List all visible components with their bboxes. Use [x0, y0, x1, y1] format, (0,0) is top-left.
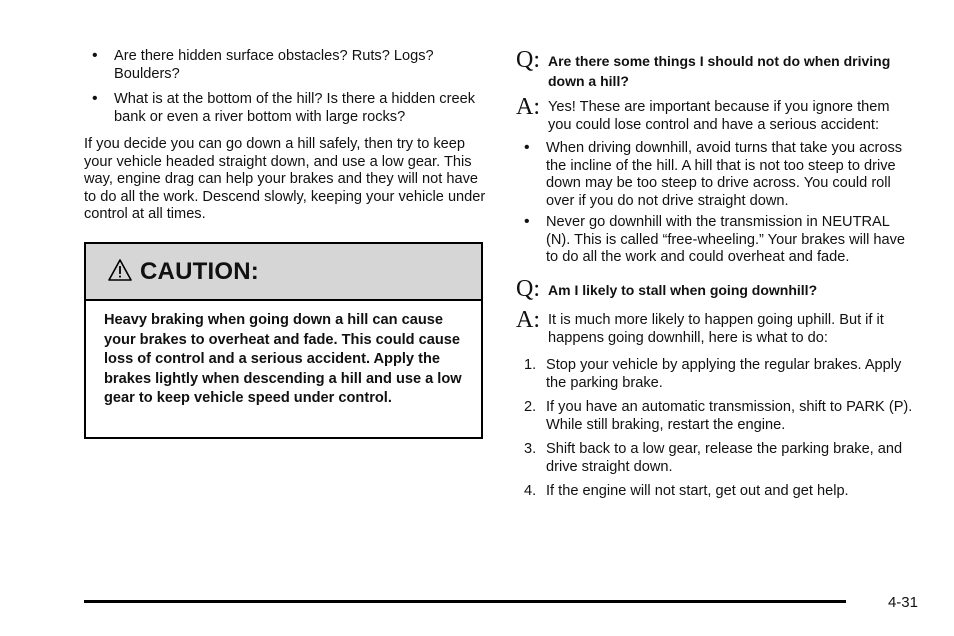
page-number: 4-31	[887, 594, 918, 611]
left-column	[84, 48, 486, 224]
bullet-list	[84, 48, 486, 126]
answer-text: Yes! These are important because if you ignore them you could lose control and have a serious accident:	[548, 99, 890, 133]
step-text: If you have an automatic transmission, shift to PARK (P). While still braking, restart the engine.	[546, 399, 913, 433]
a-mark: A:	[516, 94, 540, 120]
caution-box	[84, 242, 483, 439]
step-item	[516, 399, 916, 434]
caution-header	[86, 244, 481, 301]
question-2	[516, 275, 916, 302]
step-text: Shift back to a low gear, release the parking brake, and drive straight down.	[546, 441, 903, 475]
question-text: Am I likely to stall when going downhill?	[548, 281, 818, 298]
step-text: Stop your vehicle by applying the regular brakes. Apply the parking brake.	[546, 357, 902, 391]
step-item	[516, 357, 916, 392]
answer-text: It is much more likely to happen going uphill. But if it happens going downhill, here is what to do:	[548, 312, 884, 346]
q-mark: Q:	[516, 275, 540, 302]
answer-2	[516, 307, 916, 347]
body-paragraph: If you decide you can go down a hill safely, then try to keep your vehicle headed straight down, and use a low gear. This way, engine drag can help your brakes and they will not have to do all the work. Descend slowly, keeping your vehicle under control at all times.	[84, 136, 486, 222]
list-item: • Never go downhill with the transmission in NEUTRAL (N). This is called “free-wheeling.” Your brakes will have to do all the work and could overheat and fade.	[516, 214, 916, 267]
list-item: • Are there hidden surface obstacles? Ruts? Logs? Boulders?	[84, 48, 486, 83]
q-mark: Q:	[516, 47, 540, 73]
question-1	[516, 47, 916, 91]
step-item	[516, 483, 916, 501]
answer-1	[516, 94, 916, 134]
step-number: 1.	[524, 357, 537, 373]
bullet-list	[516, 140, 916, 267]
list-item: • When driving downhill, avoid turns that take you across the incline of the hill. A hill that is not too steep to drive down may be too steep to drive across. You could roll over if you do not drive straight down.	[516, 140, 916, 210]
step-number: 2.	[524, 399, 537, 415]
step-number: 3.	[524, 441, 537, 457]
list-item: • What is at the bottom of the hill? Is there a hidden creek bank or even a river bottom with large rocks?	[84, 91, 486, 126]
warning-triangle-icon	[108, 258, 132, 282]
caution-text: Heavy braking when going down a hill can cause your brakes to overheat and fade. This could cause loss of control and a serious accident. Apply the brakes lightly when descending a hill and use a low gear to keep vehicle speed under control.	[104, 312, 462, 406]
step-text: If the engine will not start, get out and get help.	[546, 483, 849, 499]
numbered-steps	[516, 357, 916, 501]
caution-title: CAUTION:	[140, 257, 259, 285]
step-number: 4.	[524, 483, 537, 499]
question-text: Are there some things I should not do when driving down a hill?	[548, 53, 891, 89]
right-column	[516, 47, 916, 508]
footer-rule	[84, 600, 846, 603]
step-item	[516, 441, 916, 476]
a-mark: A:	[516, 307, 540, 333]
